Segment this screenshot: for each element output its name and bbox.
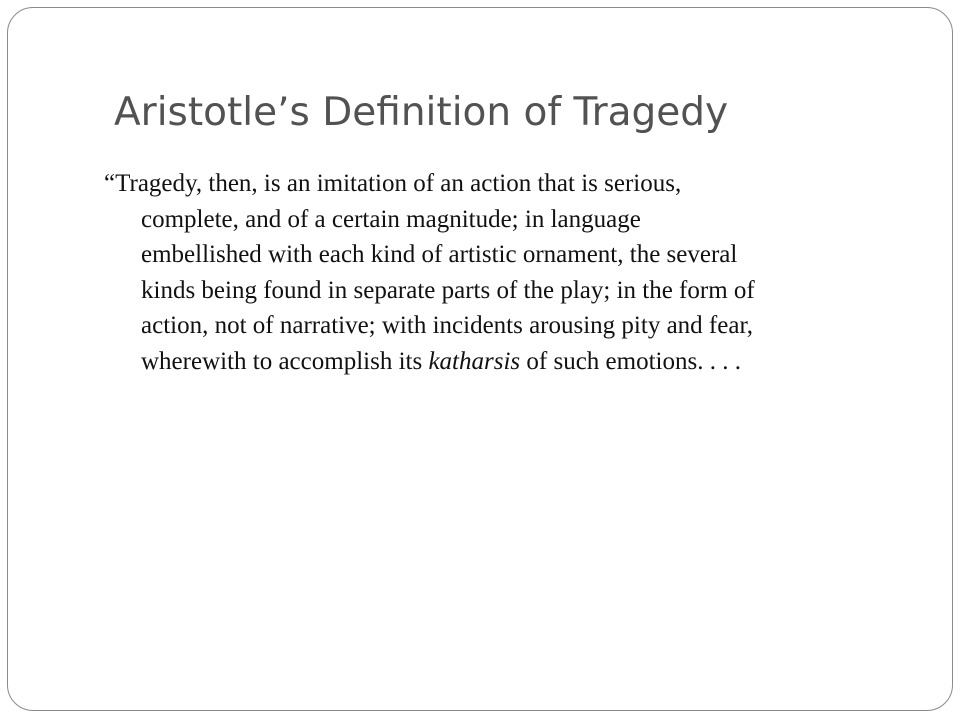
quote-text: wherewith to accomplish its — [141, 347, 429, 375]
quote-line-last — [141, 344, 921, 380]
quote-line: kinds being found in separate parts of the play; in the form of — [141, 276, 755, 304]
slide — [7, 7, 953, 711]
quote-line: complete, and of a certain magnitude; in language — [141, 205, 641, 233]
quote-line: action, not of narrative; with incidents arousing pity and fear, — [141, 312, 754, 339]
katharsis-term: katharsis — [428, 347, 521, 375]
quote-line: “Tragedy, then, is an imitation of an action that is serious, — [104, 170, 682, 197]
quote-body — [104, 166, 921, 379]
quote-line: embellished with each kind of artistic ornament, the several — [141, 241, 738, 268]
quote-text: of such emotions. . . . — [520, 347, 741, 375]
slide-title: Aristotle’s Definition of Tragedy — [114, 90, 729, 135]
